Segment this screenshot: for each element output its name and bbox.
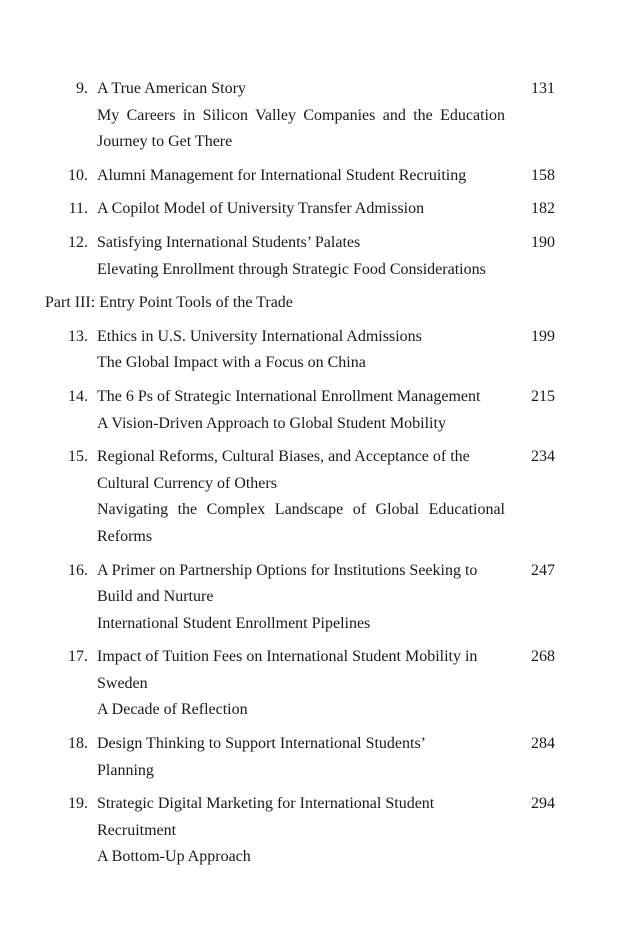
chapter-number: 9. <box>76 80 88 97</box>
chapter-number: 15. <box>68 448 88 466</box>
page-number: 215 <box>531 387 555 405</box>
chapter-subtitle-line: Planning <box>97 761 154 779</box>
page-number: 158 <box>531 166 555 184</box>
chapter-title-line: A Primer on Partnership Options for Institutions Seeking to <box>97 561 478 579</box>
toc-entry <box>45 230 555 283</box>
page-number: 294 <box>531 795 555 813</box>
chapter-number: 19. <box>68 795 88 813</box>
page-number: 234 <box>531 448 555 466</box>
chapter-lines <box>97 196 505 223</box>
page-number: 131 <box>531 80 555 97</box>
chapter-subtitle-line: A Bottom-Up Approach <box>97 848 251 866</box>
chapter-subtitle-line: Reforms <box>97 527 153 545</box>
chapter-subtitle-line: A Decade of Reflection <box>97 701 248 719</box>
toc-entry <box>45 163 555 190</box>
toc-entry <box>45 791 555 871</box>
chapter-subtitle-line: Navigating the Complex Landscape of Global Educational <box>97 501 505 519</box>
toc-entry <box>45 384 555 437</box>
chapter-subtitle-line: Cultural Currency of Others <box>97 474 277 492</box>
chapter-lines <box>97 163 505 190</box>
chapter-subtitle-line: Build and Nurture <box>97 588 214 606</box>
chapter-title-line: Regional Reforms, Cultural Biases, and Acceptance of the <box>97 448 470 466</box>
toc-entry <box>45 76 555 156</box>
toc-entry <box>45 558 555 638</box>
toc-entry <box>45 731 555 784</box>
page-number: 247 <box>531 561 555 579</box>
chapter-subtitle-line: The Global Impact with a Focus on China <box>97 354 366 372</box>
chapter-subtitle-line: International Student Enrollment Pipelines <box>97 614 371 632</box>
chapter-lines <box>97 444 505 550</box>
toc-part-heading: Part III: Entry Point Tools of the Trade <box>45 294 293 312</box>
chapter-title-line: A True American Story <box>97 80 246 97</box>
chapter-title-line: Satisfying International Students’ Palates <box>97 233 361 251</box>
chapter-subtitle-line: My Careers in Silicon Valley Companies and the Education <box>97 106 505 124</box>
chapter-number: 10. <box>68 166 88 184</box>
chapter-lines <box>97 76 505 156</box>
page-number: 268 <box>531 648 555 666</box>
page-number: 182 <box>531 200 555 218</box>
page-number: 284 <box>531 735 555 753</box>
chapter-number: 11. <box>68 200 88 218</box>
chapter-subtitle-line: Recruitment <box>97 821 177 839</box>
chapter-title-line: A Copilot Model of University Transfer Admission <box>97 200 425 218</box>
chapter-number: 16. <box>68 561 88 579</box>
chapter-lines <box>97 324 505 377</box>
chapter-number: 18. <box>68 735 88 753</box>
page-number: 190 <box>531 233 555 251</box>
toc-entry <box>45 324 555 377</box>
chapter-number: 12. <box>68 233 88 251</box>
chapter-subtitle-line: Sweden <box>97 674 148 692</box>
toc-entry <box>45 644 555 724</box>
chapter-lines <box>97 384 505 437</box>
chapter-lines <box>97 644 505 724</box>
chapter-title-line: Ethics in U.S. University International Admissions <box>97 327 422 345</box>
chapter-title-line: Design Thinking to Support International Students’ <box>97 735 427 753</box>
chapter-number: 13. <box>68 327 88 345</box>
chapter-subtitle-line: Journey to Get There <box>97 133 233 151</box>
chapter-title-line: Impact of Tuition Fees on International Student Mobility in <box>97 648 478 666</box>
chapter-subtitle-line: A Vision-Driven Approach to Global Student Mobility <box>97 414 446 432</box>
chapter-lines <box>97 558 505 638</box>
chapter-title-line: The 6 Ps of Strategic International Enrollment Management <box>97 387 481 405</box>
toc-entry <box>45 196 555 223</box>
chapter-number: 17. <box>68 648 88 666</box>
chapter-title-line: Strategic Digital Marketing for International Student <box>97 795 435 813</box>
chapter-subtitle-line: Elevating Enrollment through Strategic Food Considerations <box>97 260 486 278</box>
chapter-lines <box>97 731 505 784</box>
chapter-lines <box>97 791 505 871</box>
page-number: 199 <box>531 327 555 345</box>
chapter-number: 14. <box>68 387 88 405</box>
chapter-lines <box>97 230 505 283</box>
chapter-title-line: Alumni Management for International Student Recruiting <box>97 166 467 184</box>
toc-entry <box>45 444 555 550</box>
